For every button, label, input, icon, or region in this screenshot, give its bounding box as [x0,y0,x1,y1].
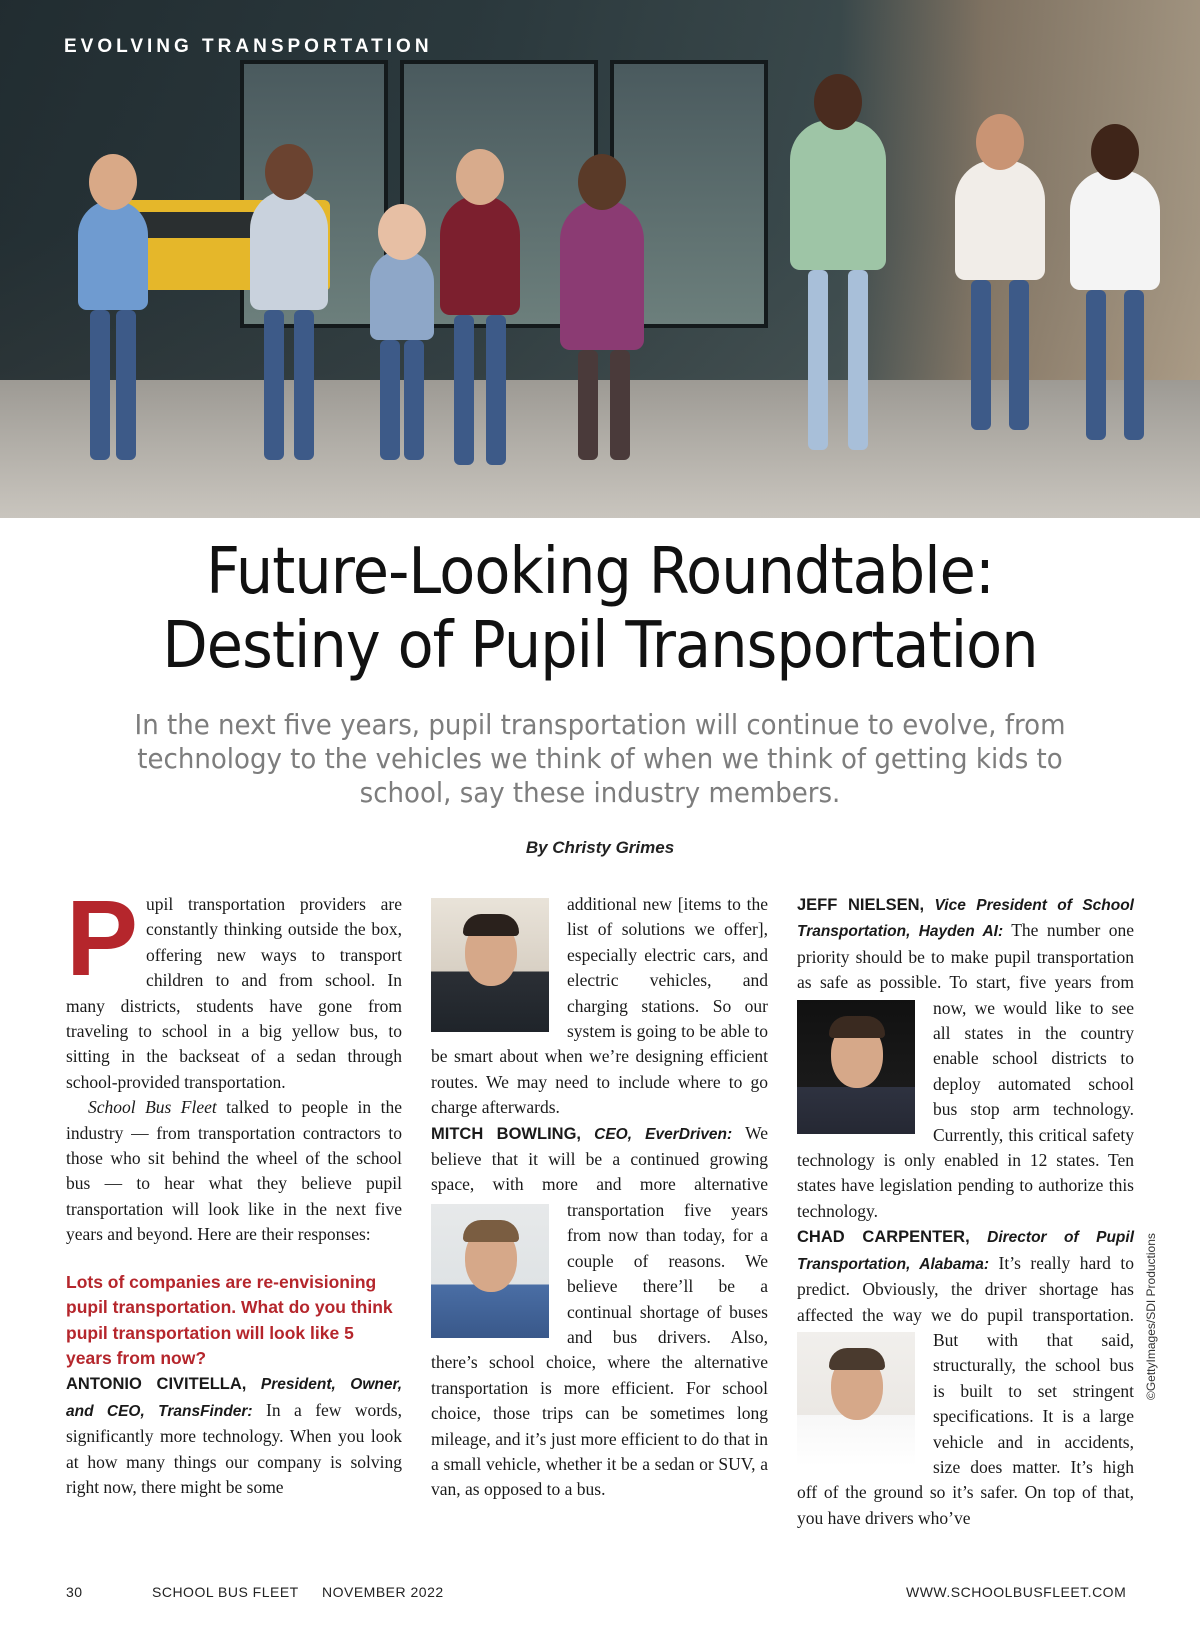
speaker-name: JEFF NIELSEN, [797,896,925,914]
headshot-chad-carpenter [797,1332,915,1466]
title-line: Future-Looking Roundtable: [206,535,994,609]
byline: By Christy Grimes [525,838,675,857]
intro-paragraph: School Bus Fleet talked to people in the industry — from transportation contractors to those who sit behind the wheel of the school bus — to hear what they believe pupil transportation will look like in the next five years and beyond. Here are their responses: [66,1097,402,1245]
response-civitella: ANTONIO CIVITELLA, President, Owner, and CEO, TransFinder: In a few words, significantly more technology. When you look at how many things our company is solving right now, there might be some [66,1375,402,1497]
section-label: EVOLVING TRANSPORTATION [64,36,433,57]
running-child [78,200,148,310]
speaker-role: Director of Pupil Transportation, Alabama: [797,1229,1134,1273]
hero-photo [0,0,1200,518]
speaker-role: Vice President of School Transportation, Hayden AI: [797,897,1134,941]
headshot-jeff-nielsen [797,1000,915,1134]
headshot-mitch-bowling [431,1204,549,1338]
running-child [560,200,644,350]
page-number: 30 [66,1584,83,1600]
running-child [250,190,328,310]
column-2 [431,892,768,1503]
intro-paragraph: Pupil transportation providers are constantly thinking outside the box, offering new ways to transport children to and from school. In many districts, students have gone from traveling to school in a big yellow bus, to sitting in the backseat of a sedan through school-provided transportation. [66,877,402,1092]
running-child [1070,170,1160,290]
running-child [440,195,520,315]
response-carpenter: CHAD CARPENTER, Director of Pupil Transportation, Alabama: It’s really hard to predict. Obviously, the driver shortage has affected the way we do pupil transportation. But with that said, structurally, the school bus is built to set stringent specifications. It is a large vehicle and in accidents, size does matter. It’s high off of the ground so it’s safer. On top of that, you have drivers who’ve [797,1228,1134,1528]
photo-credit: ©GettyImages/SDI Productions [1144,1233,1158,1400]
speaker-name: MITCH BOWLING, [431,1124,581,1143]
drop-cap: P [66,877,139,998]
running-child [370,250,434,340]
article-title [48,535,1152,683]
response-civitella-continued: additional new [items to the list of solutions we offer], especially electric cars, and electric vehicles, and charging stations. So our system is going to be able to be smart about when we’re designing efficient routes. We may need to include where to go charge afterwards. [431,894,768,1118]
response-nielsen: JEFF NIELSEN, Vice President of School Transportation, Hayden AI: The number one priority should be to make pupil transportation as safe as possible. To start, five years from now, we would like to see all states in the country enable school districts to deploy automated school bus stop arm technology. Currently, this critical safety technology is only enabled in 12 states. Ten states have legislation pending to authorize this technology. [797,896,1134,1221]
title-line: Destiny of Pupil Transportation [162,609,1038,683]
speaker-role: President, Owner, and CEO, TransFinder: [66,1376,402,1420]
magazine-title: SCHOOL BUS FLEET [152,1584,299,1600]
issue-date: NOVEMBER 2022 [322,1584,444,1600]
article-deck: In the next five years, pupil transportation will continue to evolve, from technology to the vehicles we think of when we think of getting kids to school, say these industry members. [134,708,1066,809]
headshot-antonio-civitella [431,898,549,1032]
roundtable-question: Lots of companies are re-envisioning pupil transportation. What do you think pupil transportation will look like 5 years from now? [66,1271,393,1368]
website-url: WWW.SCHOOLBUSFLEET.COM [906,1584,1127,1600]
column-1 [66,877,402,1500]
magazine-name: School Bus Fleet [88,1097,217,1118]
column-3 [797,892,1134,1531]
running-child [955,160,1045,280]
running-child [790,120,886,270]
speaker-role: CEO, EverDriven: [580,1125,733,1143]
speaker-name: ANTONIO CIVITELLA, [66,1375,247,1394]
speaker-name: CHAD CARPENTER, [797,1228,970,1247]
response-bowling: MITCH BOWLING, CEO, EverDriven: We believe that it will be a continued growing space, with more and more alternative transportation five years from now than today, for a couple of reasons. We believe there’ll be a continual shortage of buses and bus drivers. Also, there’s school choice, where the alternative transportation is more efficient. For school choice, those trips can be sometimes long mileage, and it’s just more efficient to do that in a small vehicle, whether it be a sedan or SUV, a van, as opposed to a bus. [431,1122,768,1500]
